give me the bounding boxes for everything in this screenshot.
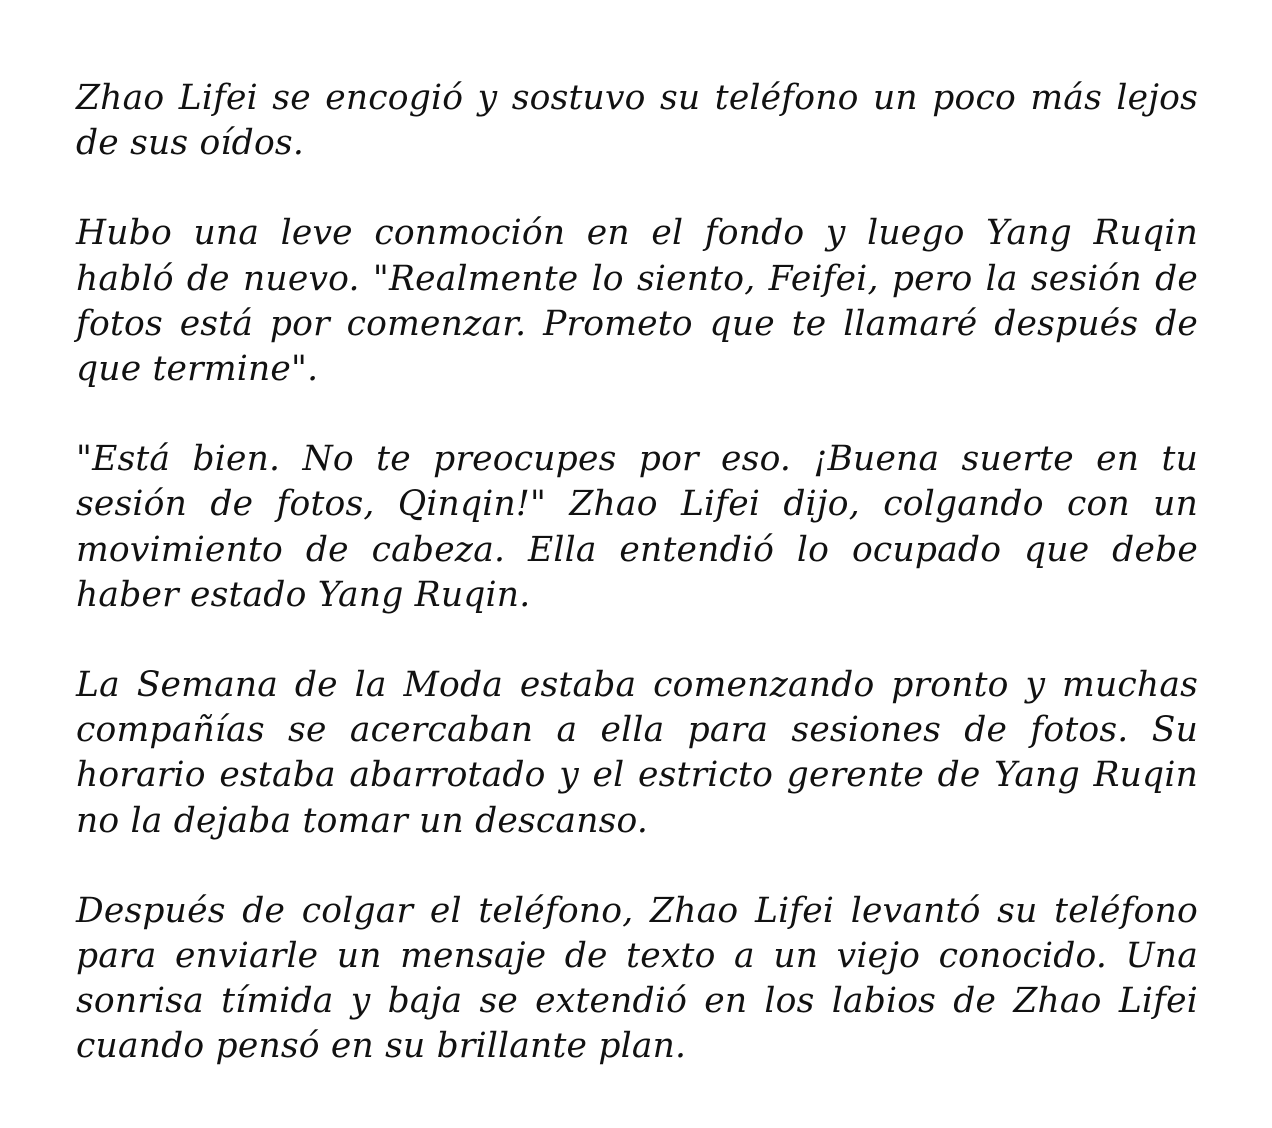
paragraph-1: Zhao Lifei se encogió y sostuvo su teléfono un poco más lejos de sus oídos. xyxy=(76,78,1198,164)
paragraph-2: Hubo una leve conmoción en el fondo y luego Yang Ruqin habló de nuevo. "Realmente lo siento, Feifei, pero la sesión de fotos está por comenzar. Prometo que te llamaré después de que termine". xyxy=(76,213,1198,390)
paragraph-3: "Está bien. No te preocupes por eso. ¡Buena suerte en tu sesión de fotos, Qinqin!" Zhao Lifei dijo, colgando con un movimiento de cabeza. Ella entendió lo ocupado que debe haber estado Yang Ruqin. xyxy=(76,439,1198,615)
document-page xyxy=(76,76,1198,1070)
paragraph-4: La Semana de la Moda estaba comenzando pronto y muchas compañías se acercaban a ella para sesiones de fotos. Su horario estaba abarrotado y el estricto gerente de Yang Ruqin no la dejaba tomar un descanso. xyxy=(76,665,1198,841)
paragraph-5: Después de colgar el teléfono, Zhao Lifei levantó su teléfono para enviarle un mensaje de texto a un viejo conocido. Una sonrisa tímida y baja se extendió en los labios de Zhao Lifei cuando pensó en su brillante plan. xyxy=(76,890,1198,1067)
